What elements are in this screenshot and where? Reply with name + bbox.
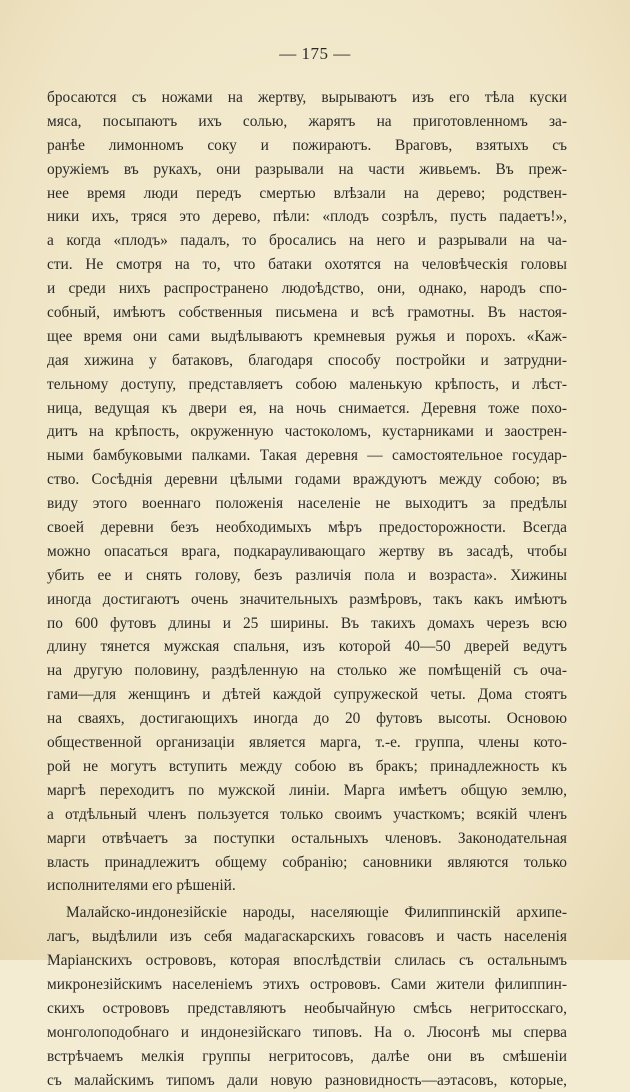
- text-line: а когда «плодъ» падалъ, то бросались на него и разрывали на ча-: [47, 232, 567, 250]
- text-line: можно опасаться врага, подкарауливающаго жертву въ засадѣ, чтобы: [47, 542, 567, 560]
- text-line: иногда достигаютъ очень значительныхъ размѣровъ, такъ какъ имѣютъ: [47, 590, 567, 608]
- text-line: встрѣчаемъ мелкія группы негритосовъ, далѣе они въ смѣшеніи: [47, 1047, 567, 1065]
- text-line: убить ее и снять голову, безъ различія пола и возраста». Хижины: [47, 566, 567, 584]
- text-line: ными бамбуковыми палками. Такая деревня — самостоятельное государ-: [47, 447, 567, 465]
- text-line: съ малайскимъ типомъ дали новую разновидность—аэтасовъ, которые,: [47, 1071, 567, 1089]
- text-line: общественной организаціи является марга, т.-е. группа, члены кото-: [47, 734, 567, 752]
- text-line: собный, имѣютъ собственныя письмена и всѣ грамотны. Въ настоя-: [47, 304, 567, 322]
- text-line: маргѣ переходитъ по мужской линіи. Марга имѣетъ общую землю,: [47, 781, 567, 799]
- text-line: микронезійскимъ населеніемъ этихъ острововъ. Сами жители филиппин-: [47, 975, 567, 993]
- text-line: дая хижина у батаковъ, благодаря способу постройки и затрудни-: [47, 351, 567, 369]
- text-line: Маріанскихъ острововъ, которая впослѣдствіи слилась съ остальнымъ: [47, 952, 567, 970]
- text-line: мяса, посыпаютъ ихъ солью, жарятъ на приготовленномъ за-: [47, 112, 567, 130]
- paragraph-start-line: Малайско-индонезійскіе народы, населяющіе Филиппинскій архипе-: [66, 904, 567, 922]
- text-line: тельному доступу, представляетъ собою маленькую крѣпость, и лѣст-: [47, 375, 567, 393]
- text-line: а отдѣльный членъ пользуется только своимъ участкомъ; всякій членъ: [47, 805, 567, 823]
- text-line: власть принадлежитъ общему собранію; сановники являются только: [47, 853, 567, 871]
- text-line: гами—для женщинъ и дѣтей каждой супружеской четы. Дома стоятъ: [47, 686, 567, 704]
- paragraph-end-line: исполнителями его рѣшеній.: [47, 877, 236, 895]
- text-line: марги отвѣчаетъ за поступки остальныхъ членовъ. Законодательная: [47, 829, 567, 847]
- page-number: — 175 —: [279, 44, 351, 63]
- text-line: скихъ острововъ представляютъ необычайную смѣсь негритосскаго,: [47, 999, 567, 1017]
- text-line: ники ихъ, тряся это дерево, пѣли: «плодъ созрѣлъ, пусть падаетъ!»,: [47, 208, 567, 226]
- text-line: сти. Не смотря на то, что батаки охотятся на человѣческія головы: [47, 256, 567, 274]
- text-line: длину тянется мужская спальня, изъ которой 40—50 дверей ведутъ: [47, 638, 567, 656]
- text-line: на сваяхъ, достигающихъ иногда до 20 футовъ высоты. Основою: [47, 710, 567, 728]
- text-line: дитъ на крѣпость, окруженную частоколомъ, кустарниками и заострен-: [47, 423, 567, 441]
- body-text: [47, 86, 567, 1092]
- text-line: ранѣе лимонномъ соку и пожираютъ. Враговъ, взятыхъ съ: [47, 136, 567, 154]
- text-line: рой не могутъ вступить между собою въ бракъ; принадлежность къ: [47, 757, 567, 775]
- text-line: оружіемъ въ рукахъ, они разрывали на части живьемъ. Въ преж-: [47, 160, 567, 178]
- text-line: на другую половину, раздѣленную на столько же помѣщеній съ оча-: [47, 662, 567, 680]
- text-line: ница, ведущая къ двери ея, на ночь снимается. Деревня тоже похо-: [47, 399, 567, 417]
- text-line: бросаются съ ножами на жертву, вырываютъ изъ его тѣла куски: [47, 89, 567, 106]
- text-line: щее время они сами выдѣлываютъ кремневыя ружья и порохъ. «Каж-: [47, 327, 567, 345]
- text-line: лагъ, выдѣлили изъ себя мадагаскарскихъ говасовъ и часть населенія: [47, 928, 567, 946]
- text-line: монголоподобнаго и индонезійскаго типовъ. На о. Люсонѣ мы сперва: [47, 1023, 567, 1041]
- text-line: виду этого военнаго положенія населеніе не выходитъ за предѣлы: [47, 495, 567, 513]
- text-line: по 600 футовъ длины и 25 ширины. Въ такихъ домахъ черезъ всю: [47, 614, 567, 632]
- text-line: нее время люди передъ смертью влѣзали на дерево; родствен-: [47, 184, 567, 202]
- text-line: ство. Сосѣднія деревни цѣлыми годами враждуютъ между собою; въ: [47, 471, 567, 489]
- text-line: и среди нихъ распространено людоѣдство, они, однако, народъ спо-: [47, 280, 567, 298]
- text-line: своей деревни безъ необходимыхъ мѣръ предосторожности. Всегда: [47, 519, 567, 537]
